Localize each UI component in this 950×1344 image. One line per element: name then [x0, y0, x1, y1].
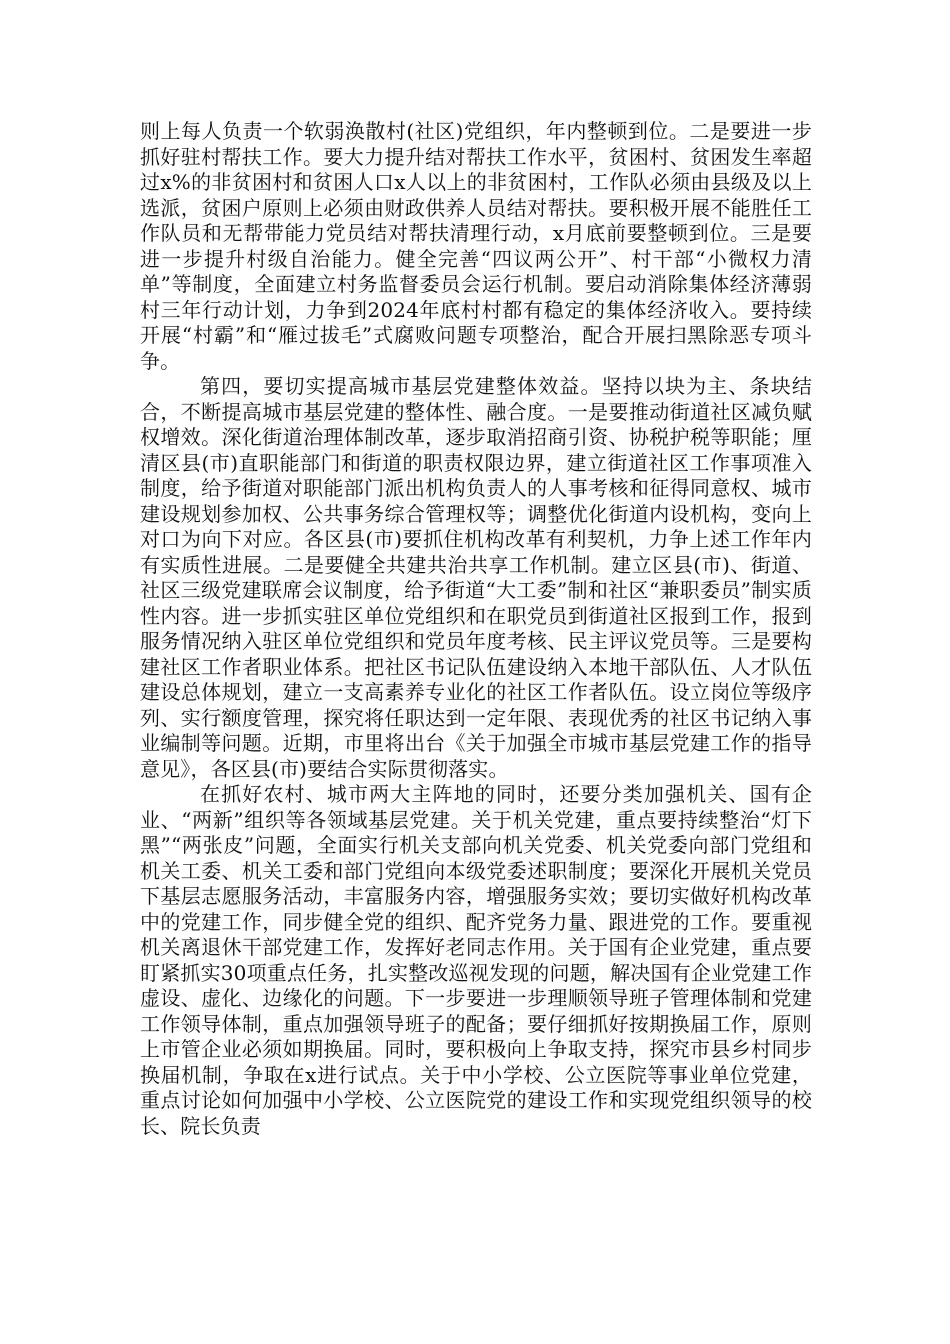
document-page: [140, 119, 812, 1139]
paragraph-3: 在抓好农村、城市两大主阵地的同时，还要分类加强机关、国有企业、“两新”组织等各领域基层党建。关于机关党建，重点要持续整治“灯下黑”“两张皮”问题，全面实行机关支部向机关党委、机关党委向部门党组和机关工委、机关工委和部门党组向本级党委述职制度；要深化开展机关党员下基层志愿服务活动，丰富服务内容，增强服务实效；要切实做好机构改革中的党建工作，同步健全党的组织、配齐党务力量、跟进党的工作。要重视机关离退休干部党建工作，发挥好老同志作用。关于国有企业党建，重点要盯紧抓实30项重点任务，扎实整改巡视发现的问题，解决国有企业党建工作虚设、虚化、边缘化的问题。下一步要进一步理顺领导班子管理体制和党建工作领导体制，重点加强领导班子的配备；要仔细抓好按期换届工作，原则上市管企业必须如期换届。同时，要积极向上争取支持，探究市县乡村同步换届机制，争取在x进行试点。关于中小学校、公立医院等事业单位党建，重点讨论如何加强中小学校、公立医院党的建设工作和实现党组织领导的校长、院长负责: [140, 782, 812, 1138]
paragraph-1: 则上每人负责一个软弱涣散村(社区)党组织，年内整顿到位。二是要进一步抓好驻村帮扶工作。要大力提升结对帮扶工作水平，贫困村、贫困发生率超过x%的非贫困村和贫困人口x人以上的非贫困村，工作队必须由县级及以上选派，贫困户原则上必须由财政供养人员结对帮扶。要积极开展不能胜任工作队员和无帮带能力党员结对帮扶清理行动，x月底前要整顿到位。三是要进一步提升村级自治能力。健全完善“四议两公开”、村干部“小微权力清单”等制度，全面建立村务监督委员会运行机制。要启动消除集体经济薄弱村三年行动计划，力争到2024年底村村都有稳定的集体经济收入。要持续开展“村霸”和“雁过拔毛”式腐败问题专项整治，配合开展扫黑除恶专项斗争。: [140, 119, 812, 373]
paragraph-2: 第四，要切实提高城市基层党建整体效益。坚持以块为主、条块结合，不断提高城市基层党建的整体性、融合度。一是要推动街道社区减负赋权增效。深化街道治理体制改革，逐步取消招商引资、协税护税等职能；厘清区县(市)直职能部门和街道的职责权限边界，建立街道社区工作事项准入制度，给予街道对职能部门派出机构负责人的人事考核和征得同意权、城市建设规划参加权、公共事务综合管理权等；调整优化街道内设机构，变向上对口为向下对应。各区县(市)要抓住机构改革有利契机，力争上述工作年内有实质性进展。二是要健全共建共治共享工作机制。建立区县(市)、街道、社区三级党建联席会议制度，给予街道“大工委”制和社区“兼职委员”制实质性内容。进一步抓实驻区单位党组织和在职党员到街道社区报到工作，报到服务情况纳入驻区单位党组织和党员年度考核、民主评议党员等。三是要构建社区工作者职业体系。把社区书记队伍建设纳入本地干部队伍、人才队伍建设总体规划，建立一支高素养专业化的社区工作者队伍。设立岗位等级序列、实行额度管理，探究将任职达到一定年限、表现优秀的社区书记纳入事业编制等问题。近期，市里将出台《关于加强全市城市基层党建工作的指导意见》，各区县(市)要结合实际贯彻落实。: [140, 374, 812, 781]
